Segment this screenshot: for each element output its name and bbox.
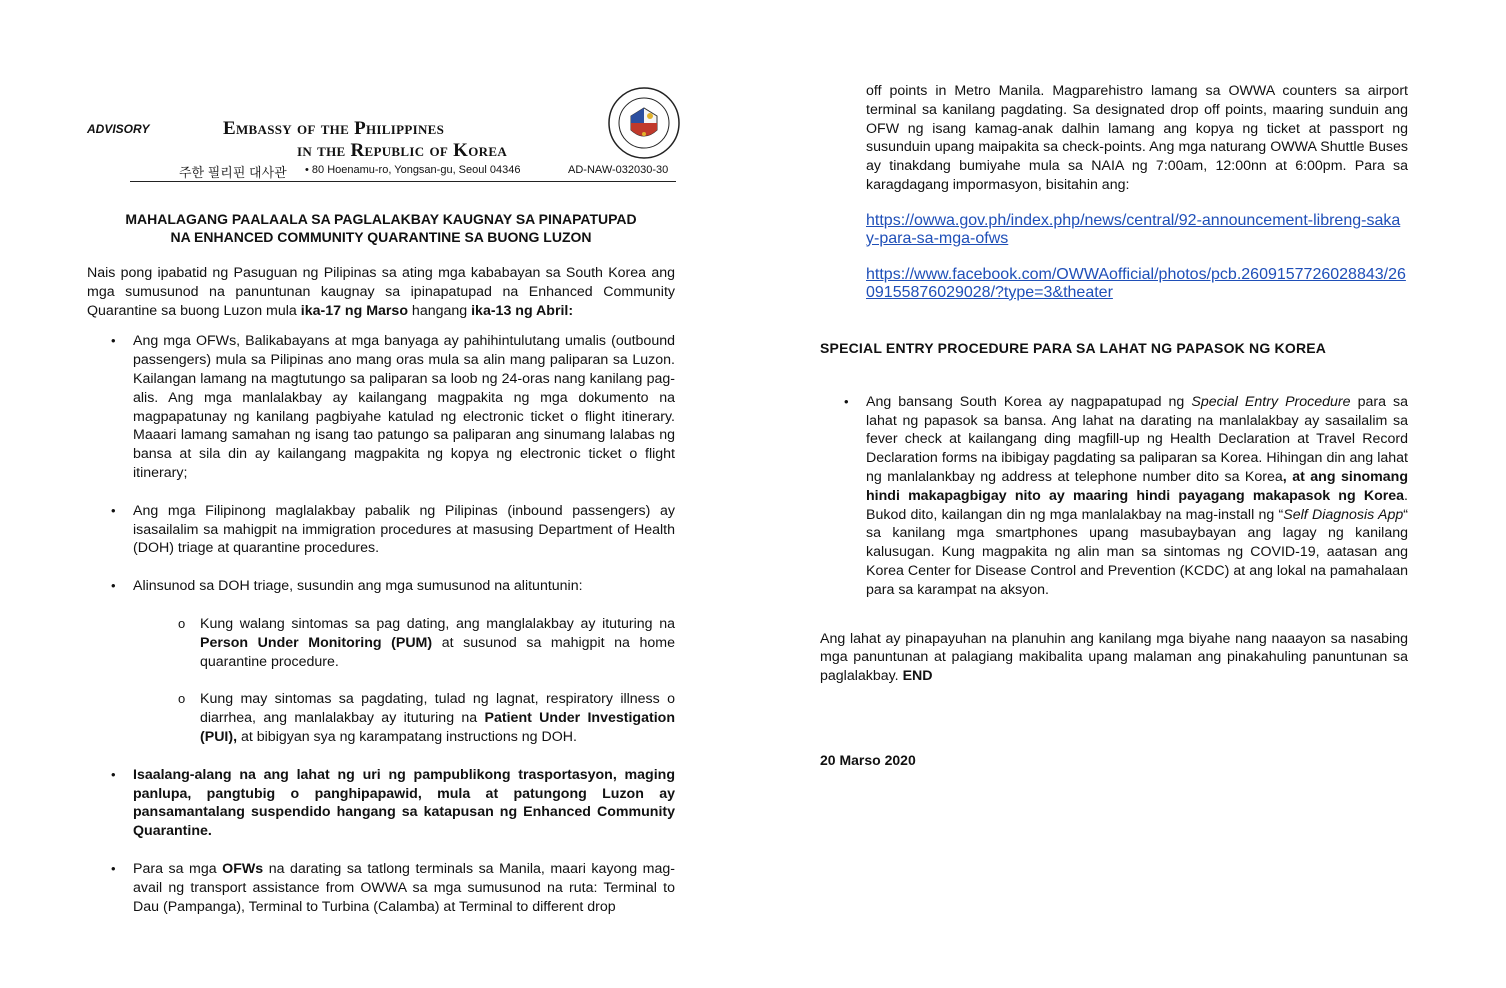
right-column — [820, 82, 1408, 768]
transport-suspension-text: Isaalang-alang na ang lahat ng uri ng pampublikong trasportasyon, maging panlupa, pangtubig o panghipapawid, mula at patungong Luzon ay pansamantalang suspendido hangang sa katapusan ng Enhanced Community Quarantine. — [133, 766, 675, 840]
entry-text-a: Ang bansang South Korea ay nagpapatupad ng — [866, 393, 1192, 410]
title-line1: MAHALAGANG PAALAALA SA PAGLALAKBAY KAUGNAY SA PINAPATUPAD — [125, 211, 637, 227]
document-date: 20 Marso 2020 — [820, 751, 916, 768]
intro-text: Nais pong ipabatid ng Pasuguan ng Pilipinas sa ating mga kababayan sa South Korea ang mga sumusunod na panuntunan kaugnay sa ipinapatupad na Enhanced Community Quarantine sa buong Luzon mula — [87, 265, 675, 319]
title-line2: NA ENHANCED COMMUNITY QUARANTINE SA BUONG LUZON — [170, 229, 592, 245]
header-divider — [130, 181, 676, 182]
entry-warning: , at ang sinomang hindi makapagbigay nito ay maaring hindi payagang makapasok ng Korea — [866, 468, 1408, 504]
list-item-special-entry — [866, 393, 1408, 600]
korean-name: 주한 필리핀 대사관 — [179, 165, 287, 180]
document-title — [87, 210, 675, 246]
triage-text: Alinsunod sa DOH triage, susundin ang mga sumusunod na alituntunin: — [133, 578, 583, 595]
pum-text-a: Kung walang sintomas sa pag dating, ang manglalakbay ay ituturing na — [200, 615, 675, 632]
list-item-transport-suspension — [133, 766, 675, 841]
embassy-address: • 80 Hoenamu-ro, Yongsan-gu, Seoul 04346 — [305, 164, 521, 176]
entry-text-b: para sa lahat ng papasok sa bansa. Ang lahat na darating na manlalakbay ay sasailalim sa fever check at kailangang ding magfill-up ng Health Declaration at Travel Record Declaration forms na ibibigay pagdating sa paliparan sa Korea. Hihingan din ang lahat ng manlalankbay ng address at telephone number dito sa Korea — [866, 393, 1408, 485]
closing-text: Ang lahat ay pinapayuhan na planuhin ang kanilang mga biyahe nang naaayon sa nasabing mga panuntunan at palagiang makibalita upang malaman ang pinakahuling panuntunan sa paglalakbay. — [820, 630, 1408, 685]
advisory-label: ADVISORY — [87, 122, 150, 136]
owwa-text-c: na darating sa tatlong terminals sa Manila, maari kayong mag-avail ng transport assistance from OWWA sa mga sumusunod na ruta: Terminal to Dau (Pampanga), Terminal to Turbina (Calamba) at Terminal to different drop — [133, 860, 675, 915]
pum-term: Person Under Monitoring (PUM) — [200, 634, 433, 651]
closing-paragraph — [820, 630, 1408, 686]
list-item-inbound: • Ang mga Filipinong maglalakbay pabalik ng Pilipinas (inbound passengers) ay isasailalim sa mahigpit na immigration procedures at masusing Department of Health (DOH) triage at quarantine procedures. — [133, 502, 675, 558]
intro-date-start: ika-17 ng Marso — [300, 302, 408, 319]
triage-sublist — [133, 615, 675, 747]
section-title-korea-entry: SPECIAL ENTRY PROCEDURE PARA SA LAHAT NG PAPASOK NG KOREA — [820, 339, 1327, 356]
owwa-facebook-link[interactable]: https://www.facebook.com/OWWAofficial/photos/pcb.2609157726028843/2609155876029028/?type=3&theater — [866, 265, 1406, 301]
owwa-term: OFWs — [222, 860, 264, 877]
entry-procedure-term: Special Entry Procedure — [1191, 393, 1351, 410]
owwa-text-a: Para sa mga — [133, 860, 223, 877]
owwa-continuation: off points in Metro Manila. Magparehistro lamang sa OWWA counters sa airport terminal sa kanilang pagdating. Sa designated drop off points, maaring sunduin ang OFW ng isang kamag-anak dalhin lamang ang kopya ng ticket at passport ng susunduin upang maipakita sa check-points. Ang mga naturang OWWA Shuttle Buses ay tinakdang bumiyahe mula sa NAIA ng 7:00am, 12:00nn at 6:00pm. Para sa karagdagang impormasyon, bisitahin ang: — [866, 83, 1408, 193]
pui-term: Patient Under Investigation (PUI), — [200, 710, 675, 745]
embassy-name-line2: in the Republic of Korea — [297, 140, 508, 161]
pui-text-a: Kung may sintomas sa pagdating, tulad ng lagnat, respiratory illness o diarrhea, ang manlalakbay ay ituturing na — [200, 691, 675, 727]
end-marker: END — [902, 668, 933, 685]
sublist-item-pui — [200, 690, 675, 746]
intro-paragraph — [87, 264, 675, 320]
list-item-outbound: • Ang mga OFWs, Balikabayans at mga banyaga ay pahihintulutang umalis (outbound passengers) mula sa Pilipinas ano mang oras mula sa alin mang paliparan sa Luzon. Kailangan lamang na magtutungo sa paliparan sa loob ng 24-oras nang kanilang pag-alis. Ang mga manlalakbay ay kailangang magpakita ng mga dokumento na magpapatunay ng kanilang pagbiyahe katulad ng electronic ticket o flight itinerary. Maaari lamang samahan ng isang tao patungo sa paliparan ang sinumang lalabas ng bansa at sila din ay kailangang magpakita ng kopya ng electronic ticket o flight itinerary; — [133, 332, 675, 482]
embassy-seal-icon — [607, 86, 681, 160]
self-diagnosis-app-term: Self Diagnosis App — [1283, 506, 1404, 523]
owwa-website-link[interactable]: https://owwa.gov.ph/index.php/news/central/92-announcement-libreng-sakay-para-sa-mga-ofws — [866, 211, 1401, 247]
letterhead — [87, 82, 675, 182]
intro-mid: hangang — [407, 302, 472, 319]
intro-date-end: ika-13 ng Abril: — [471, 302, 574, 319]
list-item-triage — [133, 577, 675, 747]
korea-entry-list — [820, 393, 1408, 600]
pui-text-c: at bibigyan sya ng karampatang instructions ng DOH. — [237, 728, 577, 745]
pum-text-c: at susunod sa mahigpit na home quarantine procedure. — [200, 634, 675, 670]
sublist-item-pum — [200, 615, 675, 671]
rules-list — [87, 332, 675, 916]
left-column — [87, 82, 675, 916]
entry-text-c: . Bukod dito, kailangan din ng mga manlalakbay na mag-install ng “ — [866, 487, 1408, 523]
list-item-owwa-transport — [133, 860, 675, 916]
entry-text-d: “ sa kanilang mga smartphones upang masubaybayan ang lagay ng kanilang kalusugan. Kung magpakita ng alin man sa sintomas ng COVID-19, aatasan ang Korea Center for Disease Control and Prevention (KCDC) at ang lokal na pamahalaan para sa karampat na aksyon. — [866, 506, 1408, 598]
advisory-code: AD-NAW-032030-30 — [568, 164, 669, 176]
embassy-name-line1: Embassy of the Philippines — [223, 118, 445, 139]
